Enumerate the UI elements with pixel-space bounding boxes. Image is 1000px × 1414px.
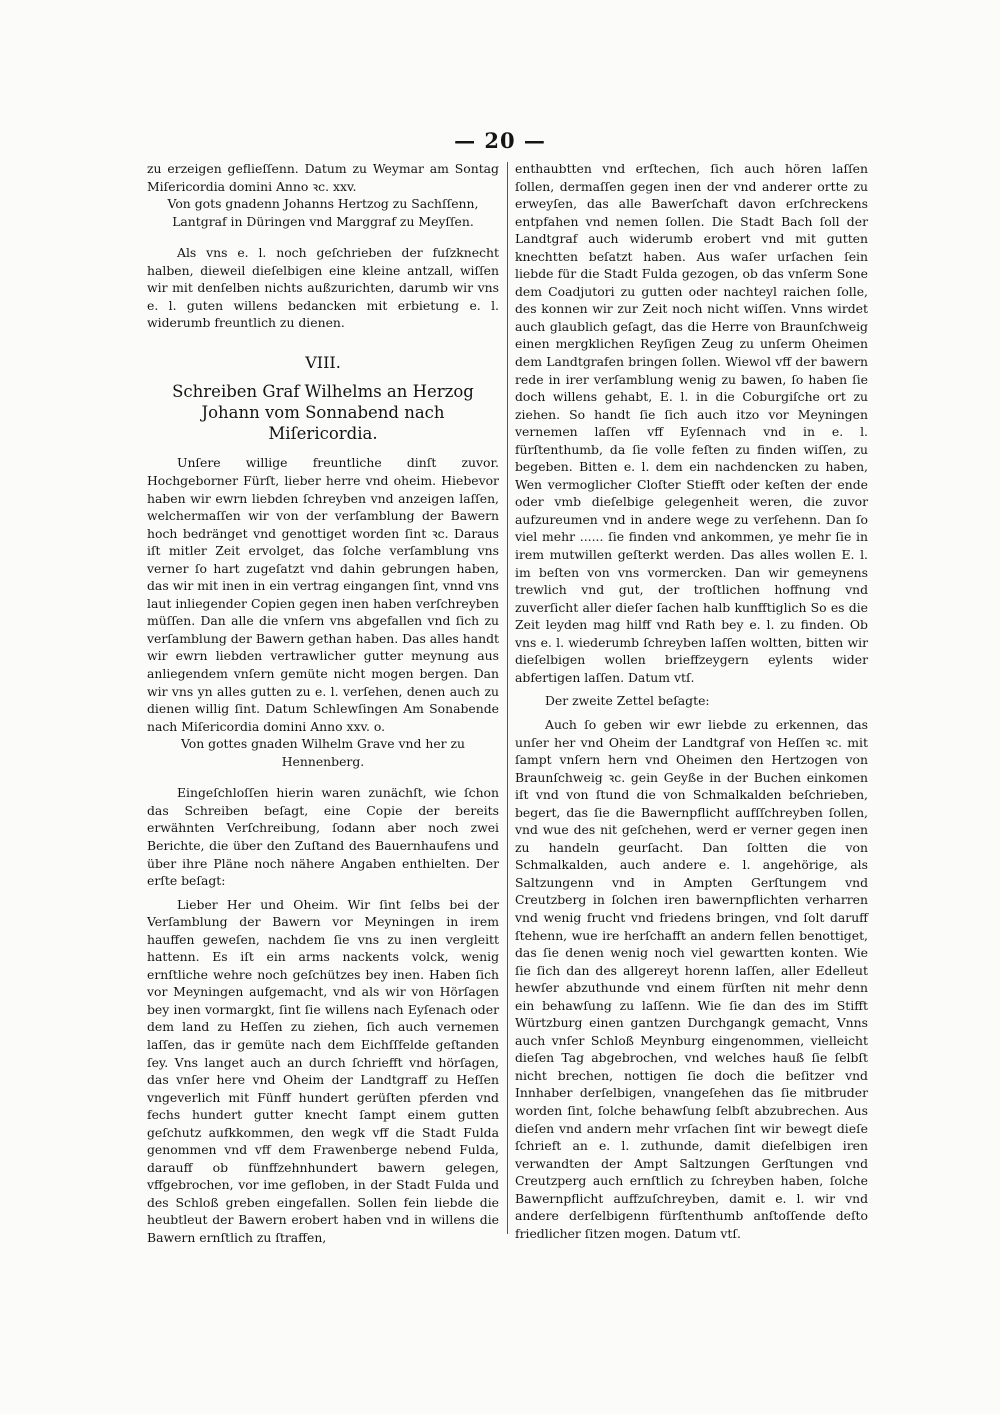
paragraph: Eingeſchloſſen hierin waren zunächſt, wie ſchon das Schreiben beſagt, eine Copie der bereits erwähnten Verſchreibung, ſodann aber noch zwei Berichte, die über den Zuſtand des Bauernhaufens und über ihre Pläne noch nähere Angaben enthielten. Der erſte beſagt: xyxy=(147,785,499,889)
right-column xyxy=(515,160,868,1242)
paragraph: Auch ſo geben wir ewr liebde zu erkennen, das unſer her vnd Oheim der Landtgraf von Heſſen ꝛc. mit ſampt vnſern hern vnd Oheimen den Hertzogen von Braunſchweig ꝛc. gein Geyße in der Buchen einkomen iſt vnd von ſtund die von Schmalkalden beſchrieben, begert, das ſie die Bawernpflicht aufſſchreyben ſollen, vnd wue des nit geſchehen, werd er verner gegen inen zu handeln geurſacht. Dan ſoltten die von Schmalkalden, auch andere e. l. angehörige, als Saltzungenn vnd in Ampten Gerſtungem vnd Creutzberg in ſolchen iren bawernpflichten verharren vnd wenig frucht vnd friedens bringen, vnd ſolt daruff ſtehenn, wue ire herſchafft an andern fellen benottiget, das ſie denen wenig noch viel gewartten konten. Wie ſie ſich dan des allgereyt horenn laſſen, aller Edelleut hewſer abzuthunde vnd einem fürſten nit mehr denn ein behawſung zu laſſenn. Wie ſie dan des im Stifft Würtzburg einen gantzen Durchgangk gemacht, Vnns auch vnſer Schloß Meynburg eingenommen, vielleicht dieſen Tag abgebrochen, vnd welches hauß ſie ſelbſt nicht brechen, nottigen ſie doch die beſitzer vnd Innhaber derſelbigen, vnangeſehen das ſie mitbruder worden ſint, ſolche behawſung ſelbſt abzubrechen. Aus dieſen vnd andern mehr vrſachen ſint wir bewegt dieſe ſchrieft an e. l. zuthunde, damit dieſelbigen iren verwandten der Ampt Saltzungen Gerſtungen vnd Creutzperg auch ernſtlich zu ſchreyben haben, ſolche Bawernpflicht auffzuſchreyben, damit e. l. wir vnd andere derſelbigenn fürſtenthumb anſtoſſende deſto friedlicher ſitzen mogen. Datum vtſ. xyxy=(515,716,868,1241)
paragraph: Lieber Her und Oheim. Wir ſint ſelbs bei der Verſamblung der Bawern vor Meyningen in irem hauffen geweſen, nachdem ſie vns zu inen vergleitt hattenn. Es iſt ein arms nackents volck, wenig ernſtliche wehre noch geſchützes bey inen. Haben ſich vor Meyningen aufgemacht, vnd als wir von Hörſagen bey inen vormargkt, ſint ſie willens nach Eyſenach oder dem land zu Heſſen zu ziehen, ſich auch vernemen laſſen, das ir gemüte nach dem Eichſſfelde geſtanden ſey. Vns langet auch an durch ſchriefft vnd hörſagen, das vnſer here vnd Oheim der Landtgraff zu Heſſen vngeverlich mit Fünff hundert gerüſten pferden vnd fechs hundert gutter knecht ſampt einem gutten geſchutz aufkkommen, den wegk vff die Stadt Fulda genommen vnd vff dem Frawenberge nebend Fulda, darauff ob fünffzehnhundert bawern gelegen, vffgebrochen, vor ime gefloben, in der Stadt Fulda und des Schloß greben eingefallen. Sollen fein liebde die heubtleut der Bawern erobert haben vnd in willens die Bawern ernſtlich zu ſtraffen, xyxy=(147,896,499,1245)
column-divider xyxy=(507,162,508,1234)
paragraph: enthaubtten vnd erſtechen, ſich auch hören laſſen ſollen, dermaſſen gegen inen der vnd anderer ortte zu erweyſen, das alle Bawerſchaft davon erſchreckens entpfahen vnd nemen ſollen. Die Stadt Bach ſoll der Landtgraf auch widerumb erobert vnd mit gutten knechtten beſatzt haben. Aus waſer urſachen ſein liebde für die Stadt Fulda gezogen, ob das vnſerm Sone dem Coadjutori zu gutten oder nachteyl raichen ſolle, des konnen wir zur Zeit noch nicht wiſſen. Vnns wirdet auch glaublich geſagt, das die Herre von Braunſchweig einen mergklichen Reyſigen Zeug zu unſerm Oheimen dem Landtgrafen bringen ſollen. Wiewol vff der bawern rede in irer verſamblung wenig zu bawen, ſo haben ſie doch willens gehabt, E. l. in die Coburgiſche ort zu ziehen. So handt ſie ſich auch itzo vor Meyningen vernemen laſſen vff Eyſennach vnd in e. l. fürſtenthumb, da ſie volle feſten zu finden wiſſen, zu begeben. Bitten e. l. dem ein nachdencken zu haben, Wen vermoglicher Cloſter Stiefft oder keſten der ende oder vmb dieſelbige gelegenheit weren, die zuvor aufzureumen vnd in andere wege zu verſehenn. Dan ſo viel mehr ...... ſie finden vnd ankommen, ye mehr ſie in irem mutwillen geſterkt werden. Das alles wollen E. l. im beſten von vns vormercken. Dan wir gemeynens trewlich vnd gut, der troſtlichen hoffnung vnd zuverſicht aller dieſer ſachen halb kunfftiglich So es die Zeit leyden mag hilff vnd Rath bey e. l. zu finden. Ob vns e. l. wiederumb ſchreyben laſſen woltten, bitten wir dieſelbigen wollen brieffzeygern eylents wider abfertigen laſſen. Datum vtſ. xyxy=(515,161,868,685)
paragraph: Unſere willige freuntliche dinſt zuvor. Hochgeborner Fürſt, lieber herre vnd oheim. Hiebevor haben wir ewrn liebden ſchreyben vnd anzeigen laſſen, welchermaſſen wir von der verſamblung der Bawern hoch bedränget vnd genottiget worden ſint ꝛc. Daraus iſt mitler Zeit ervolget, das ſolche verſamblung vns verner ſo hart zugeſatzt vnd dahin gebrungen haben, das wir mit inen in ein vertrag eingangen ſint, vnnd vns laut inliegender Copien gegen inen haben verſchreyben müſſen. Dan alle die vnſern vns abgefallen vnd ſich zu verſamblung der Bawern gethan haben. Das alles handt wir ewrn liebden vertrawlicher gutter meynung aus anliegendem vnſern gemüte nicht mogen bergen. Dan wir vns yn alles gutten zu e. l. verſehen, denen auch zu dienen willig ſint. Datum Schlewſingen Am Sonabende nach Miſericordia domini Anno xxv. o. xyxy=(147,455,499,734)
page-number: — 20 — xyxy=(454,128,546,153)
paragraph: zu erzeigen geflieſſenn. Datum zu Weymar am Sontag Miſericordia domini Anno ꝛc. xxv. xyxy=(147,161,499,194)
signature: Von gots gnadenn Johanns Hertzog zu Sachſſenn, Lantgraf in Düringen vnd Marggraf zu Meyſſen. xyxy=(167,196,479,229)
signature: Von gottes gnaden Wilhelm Grave vnd her zu Hennenberg. xyxy=(180,736,466,769)
paragraph: Als vns e. l. noch geſchrieben der fuſzknecht halben, dieweil dieſelbigen eine kleine antzall, wiſſen wir mit denſelben nichts außzurichten, darumb wir vns e. l. guten willens bedancken mit erbietung e. l. widerumb freuntlich zu dienen. xyxy=(147,245,499,331)
section-title: Schreiben Graf Wilhelms an Herzog Johann vom Sonnabend nach Miſericordia. xyxy=(172,382,474,444)
section-number: VIII. xyxy=(305,352,341,372)
left-column xyxy=(147,160,499,1247)
paragraph: Der zweite Zettel beſagte: xyxy=(545,693,710,709)
